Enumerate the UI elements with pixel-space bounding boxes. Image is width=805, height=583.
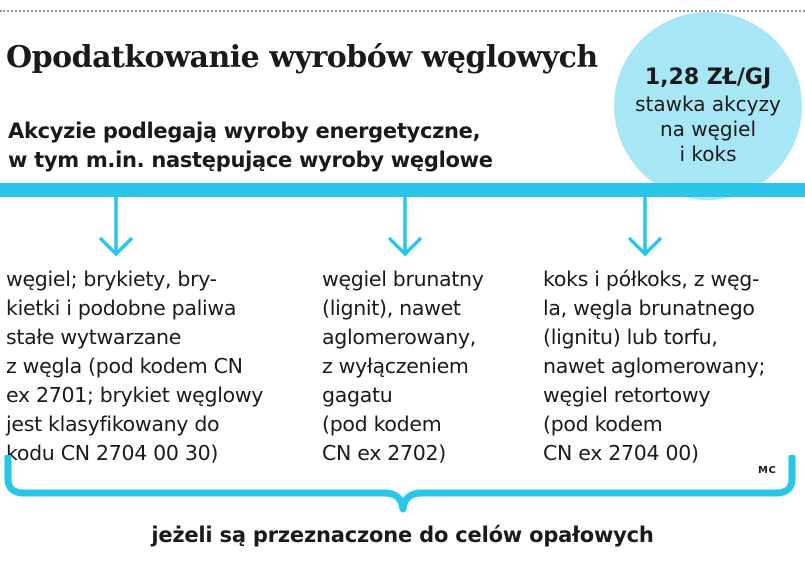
- column-line: koks i półkoks, z węg-: [543, 267, 760, 291]
- column-lignite: [322, 265, 484, 468]
- column-line: węgiel retortowy: [543, 383, 711, 407]
- subtitle-line-1: Akcyzie podlegają wyroby energetyczne,: [8, 119, 481, 143]
- arrow-down-icon: [629, 197, 661, 254]
- column-line: stałe wytwarzane: [6, 325, 182, 349]
- column-line: z węgla (pod kodem CN: [6, 354, 243, 378]
- column-line: (lignitu) lub torfu,: [543, 325, 718, 349]
- column-line: jest klasyfikowany do: [6, 412, 220, 436]
- column-line: z wyłączeniem: [322, 354, 469, 378]
- author-initials: MC: [758, 465, 777, 476]
- column-line: kodu CN 2704 00 30): [6, 441, 219, 465]
- column-line: aglomerowany,: [322, 325, 476, 349]
- column-line: (lignit), nawet: [322, 296, 461, 320]
- column-coke: [543, 265, 765, 468]
- top-dotted-rule: [0, 10, 805, 12]
- rate-badge: [614, 12, 802, 200]
- column-line: ex 2701; brykiet węglowy: [6, 383, 264, 407]
- column-line: gagatu: [322, 383, 393, 407]
- subtitle: [8, 117, 568, 175]
- arrows-group: [0, 195, 805, 265]
- column-line: węgiel; brykiety, bry-: [6, 267, 217, 291]
- rate-description: stawka akcyzy na węgiel i koks: [635, 92, 781, 166]
- column-line: (pod kodem: [543, 412, 663, 436]
- column-line: kietki i podobne paliwa: [6, 296, 237, 320]
- column-line: la, węgla brunatnego: [543, 296, 755, 320]
- subtitle-line-2: w tym m.in. następujące wyroby węglowe: [8, 148, 493, 172]
- column-line: (pod kodem: [322, 412, 442, 436]
- footer-note: jeżeli są przeznaczone do celów opałowych: [151, 523, 654, 547]
- column-line: CN ex 2704 00): [543, 441, 699, 465]
- arrow-down-icon: [100, 197, 132, 254]
- column-line: CN ex 2702): [322, 441, 446, 465]
- arrow-down-icon: [389, 197, 421, 254]
- rate-value: 1,28 ZŁ/GJ: [644, 65, 772, 90]
- curly-brace-icon: [0, 455, 805, 515]
- column-coal: [6, 265, 263, 468]
- page-title: Opodatkowanie wyrobów węglowych: [6, 40, 598, 75]
- column-line: węgiel brunatny: [322, 267, 484, 291]
- column-line: nawet aglomerowany;: [543, 354, 766, 378]
